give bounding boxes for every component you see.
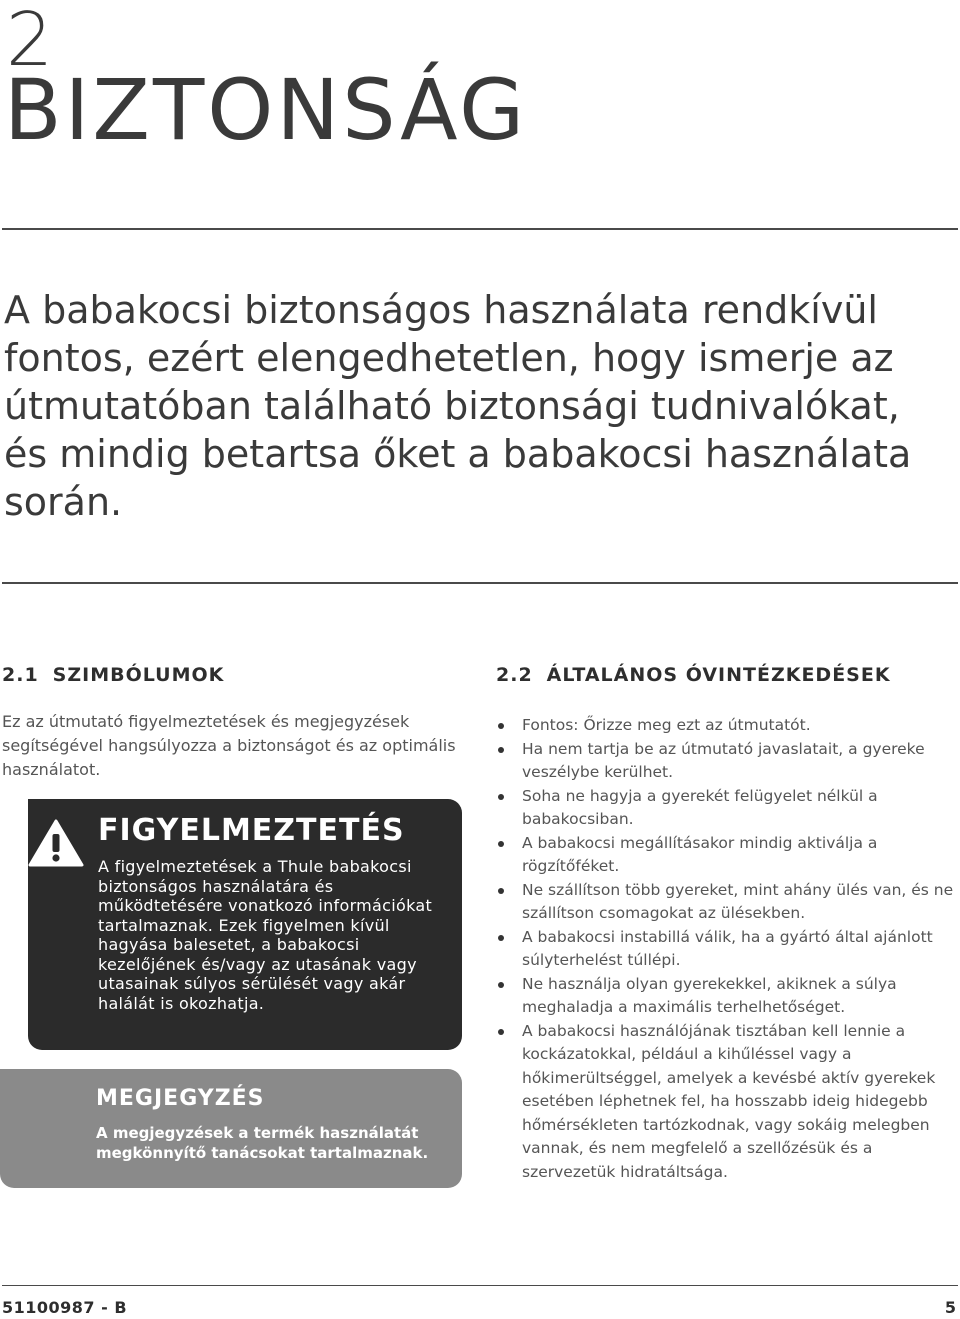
precautions-list: [496, 714, 956, 1184]
bullet-icon: [498, 794, 504, 800]
list-item: Ne szállítson több gyereket, mint ahány ülés van, és ne szállítson csomagokat az ülésekben.: [496, 879, 956, 926]
warning-box: [28, 799, 462, 1050]
warning-triangle-icon: [28, 819, 84, 867]
section-number: 2.2: [496, 664, 533, 686]
note-box: [0, 1069, 462, 1188]
list-item: Ha nem tartja be az útmutató javaslatait, a gyereke veszélybe kerülhet.: [496, 738, 956, 785]
section-lead: Ez az útmutató figyelmeztetések és megjegyzések segítségével hangsúlyozza a biztonságot és az optimális használatot.: [2, 712, 456, 779]
section-heading-precautions: [496, 664, 891, 686]
page-number: 5: [944, 1298, 956, 1317]
list-item: Fontos: Őrizze meg ezt az útmutatót.: [496, 714, 956, 738]
list-item: A babakocsi megállításakor mindig aktiválja a rögzítőféket.: [496, 832, 956, 879]
list-item: A babakocsi használójának tisztában kell lennie a kockázatokkal, például a kihűléssel vagy a hőkimerültséggel, amelyek a kevésbé aktív gyerekek esetében léphetnek fel, ha hosszabb ideig hidegebb hőmérsékleten tartózkodnak, vagy sokáig melegben vannak, és nem megfelelő a szellőzésük és a szervezetük hidratáltsága.: [496, 1020, 956, 1185]
footer-divider: [2, 1285, 958, 1286]
chapter-intro: A babakocsi biztonságos használata rendkívül fontos, ezért elengedhetetlen, hogy ismerje az útmutatóban található biztonsági tudnivalókat, és mindig betartsa őket a babakocsi használata során.: [4, 288, 912, 524]
warning-title: FIGYELMEZTETÉS: [98, 813, 405, 848]
section-number: 2.1: [2, 664, 39, 686]
bullet-icon: [498, 1029, 504, 1035]
note-title: MEGJEGYZÉS: [96, 1086, 265, 1111]
bullet-icon: [498, 888, 504, 894]
chapter-title: BIZTONSÁG: [4, 61, 528, 159]
divider: [2, 228, 958, 230]
list-item: A babakocsi instabillá válik, ha a gyártó által ajánlott súlyterhelést túllépi.: [496, 926, 956, 973]
section-title: ÁLTALÁNOS ÓVINTÉZKEDÉSEK: [546, 664, 891, 686]
divider: [2, 582, 958, 584]
bullet-icon: [498, 982, 504, 988]
warning-text: A figyelmeztetések a Thule babakocsi biztonságos használatára és működtetésére vonatkozó információkat tartalmaznak. Ezek figyelmen kívül hagyása balesetet, a babakocsi kezelőjének és/vagy az utasának vagy utasainak súlyos sérülését vagy akár halálát is okozhatja.: [98, 857, 433, 1013]
bullet-icon: [498, 935, 504, 941]
list-item: Soha ne hagyja a gyerekét felügyelet nélkül a babakocsiban.: [496, 785, 956, 832]
note-text: A megjegyzések a termék használatát megkönnyítő tanácsokat tartalmaznak.: [96, 1124, 429, 1162]
bullet-icon: [498, 723, 504, 729]
bullet-icon: [498, 841, 504, 847]
document-id: 51100987 - B: [2, 1298, 128, 1317]
list-item: Ne használja olyan gyerekekkel, akiknek a súlya meghaladja a maximális terhelhetőséget.: [496, 973, 956, 1020]
bullet-icon: [498, 747, 504, 753]
chapter-number: 2: [6, 0, 52, 83]
section-heading-symbols: [2, 664, 224, 686]
section-title: SZIMBÓLUMOK: [52, 664, 225, 686]
